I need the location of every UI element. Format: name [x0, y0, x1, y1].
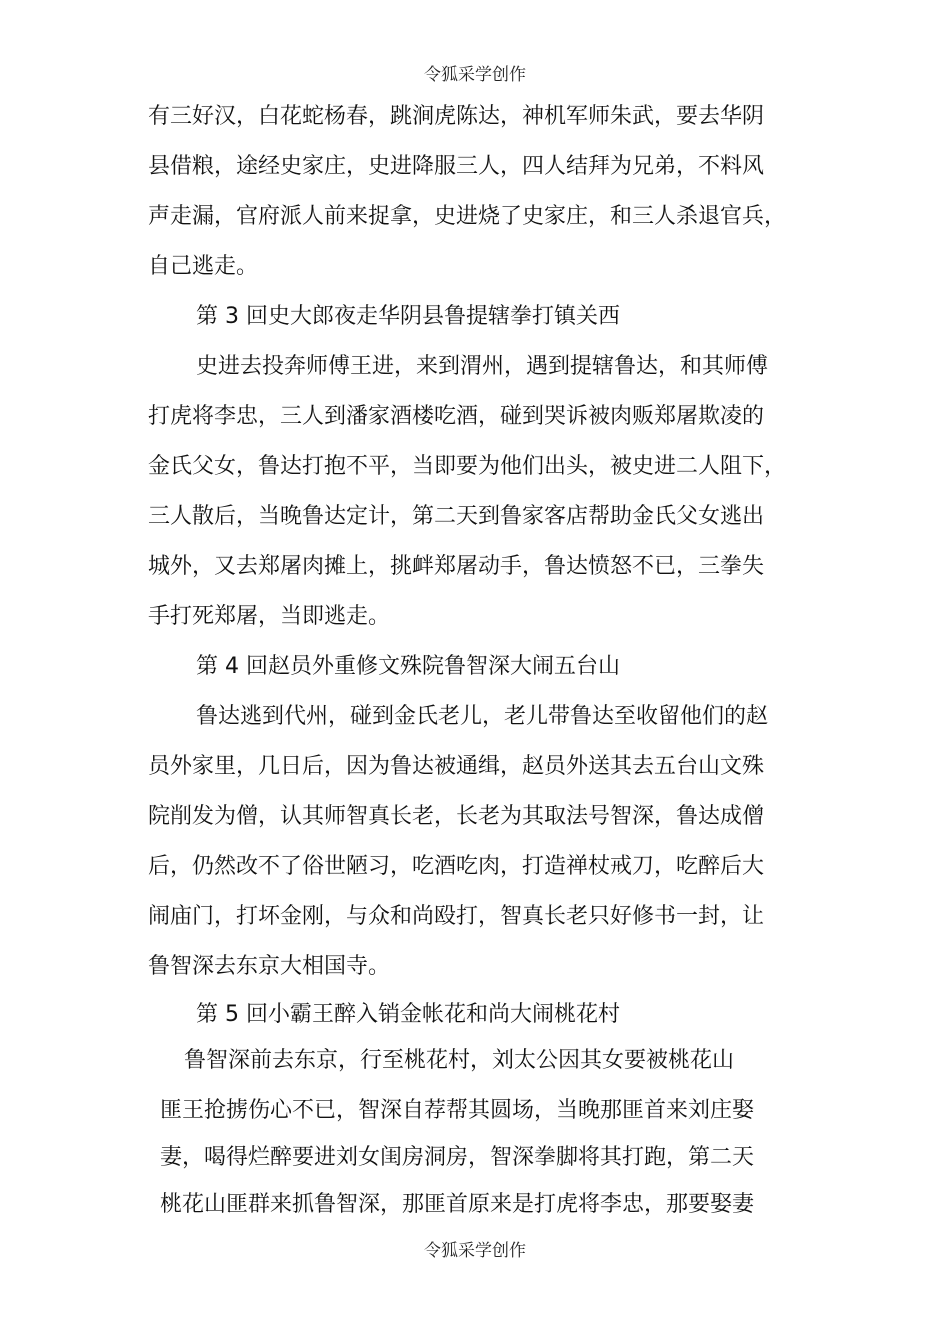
text-line: 自己逃走。 — [148, 254, 259, 279]
text-line: 史进去投奔师傅王进，来到渭州，遇到提辖鲁达，和其师傅 — [196, 354, 769, 379]
text-line: 鲁达逃到代州，碰到金氏老儿，老儿带鲁达至收留他们的赵 — [196, 704, 769, 729]
text-line: 声走漏，官府派人前来捉拿，史进烧了史家庄，和三人杀退官兵， — [148, 204, 787, 229]
text-line: 员外家里，几日后，因为鲁达被通缉，赵员外送其去五台山文殊 — [148, 754, 765, 779]
text-line: 城外，又去郑屠肉摊上，挑衅郑屠动手，鲁达愤怒不已，三拳失 — [148, 554, 765, 579]
text-line: 桃花山匪群来抓鲁智深，那匪首原来是打虎将李忠，那要娶妻 — [160, 1192, 755, 1217]
text-line: 院削发为僧，认其师智真长老，长老为其取法号智深，鲁达成僧 — [148, 804, 765, 829]
text-line: 县借粮，途经史家庄，史进降服三人，四人结拜为兄弟，不料风 — [148, 154, 765, 179]
text-line: 匪王抢掳伤心不已，智深自荐帮其圆场，当晚那匪首来刘庄娶 — [160, 1098, 755, 1123]
text-line: 有三好汉，白花蛇杨春，跳涧虎陈达，神机军师朱武，要去华阴 — [148, 104, 765, 129]
page-footer: 令狐采学创作 — [424, 1241, 526, 1261]
chapter-heading-5: 第 5 回小霸王醉入销金帐花和尚大闹桃花村 — [196, 1002, 620, 1027]
text-line: 鲁智深前去东京，行至桃花村，刘太公因其女要被桃花山 — [184, 1048, 735, 1073]
text-line: 鲁智深去东京大相国寺。 — [148, 954, 391, 979]
text-line: 金氏父女，鲁达打抱不平，当即要为他们出头，被史进二人阻下， — [148, 454, 787, 479]
page-header: 令狐采学创作 — [424, 65, 526, 85]
chapter-heading-4: 第 4 回赵员外重修文殊院鲁智深大闹五台山 — [196, 654, 620, 679]
text-line: 妻，喝得烂醉要进刘女闺房洞房，智深拳脚将其打跑，第二天 — [160, 1145, 755, 1170]
text-line: 后，仍然改不了俗世陋习，吃酒吃肉，打造禅杖戒刀，吃醉后大 — [148, 854, 765, 879]
chapter-heading-3: 第 3 回史大郎夜走华阴县鲁提辖拳打镇关西 — [196, 304, 620, 329]
text-line: 打虎将李忠，三人到潘家酒楼吃酒，碰到哭诉被肉贩郑屠欺凌的 — [148, 404, 765, 429]
text-line: 闹庙门，打坏金刚，与众和尚殴打，智真长老只好修书一封，让 — [148, 904, 765, 929]
text-line: 手打死郑屠，当即逃走。 — [148, 604, 391, 629]
text-line: 三人散后，当晚鲁达定计，第二天到鲁家客店帮助金氏父女逃出 — [148, 504, 765, 529]
